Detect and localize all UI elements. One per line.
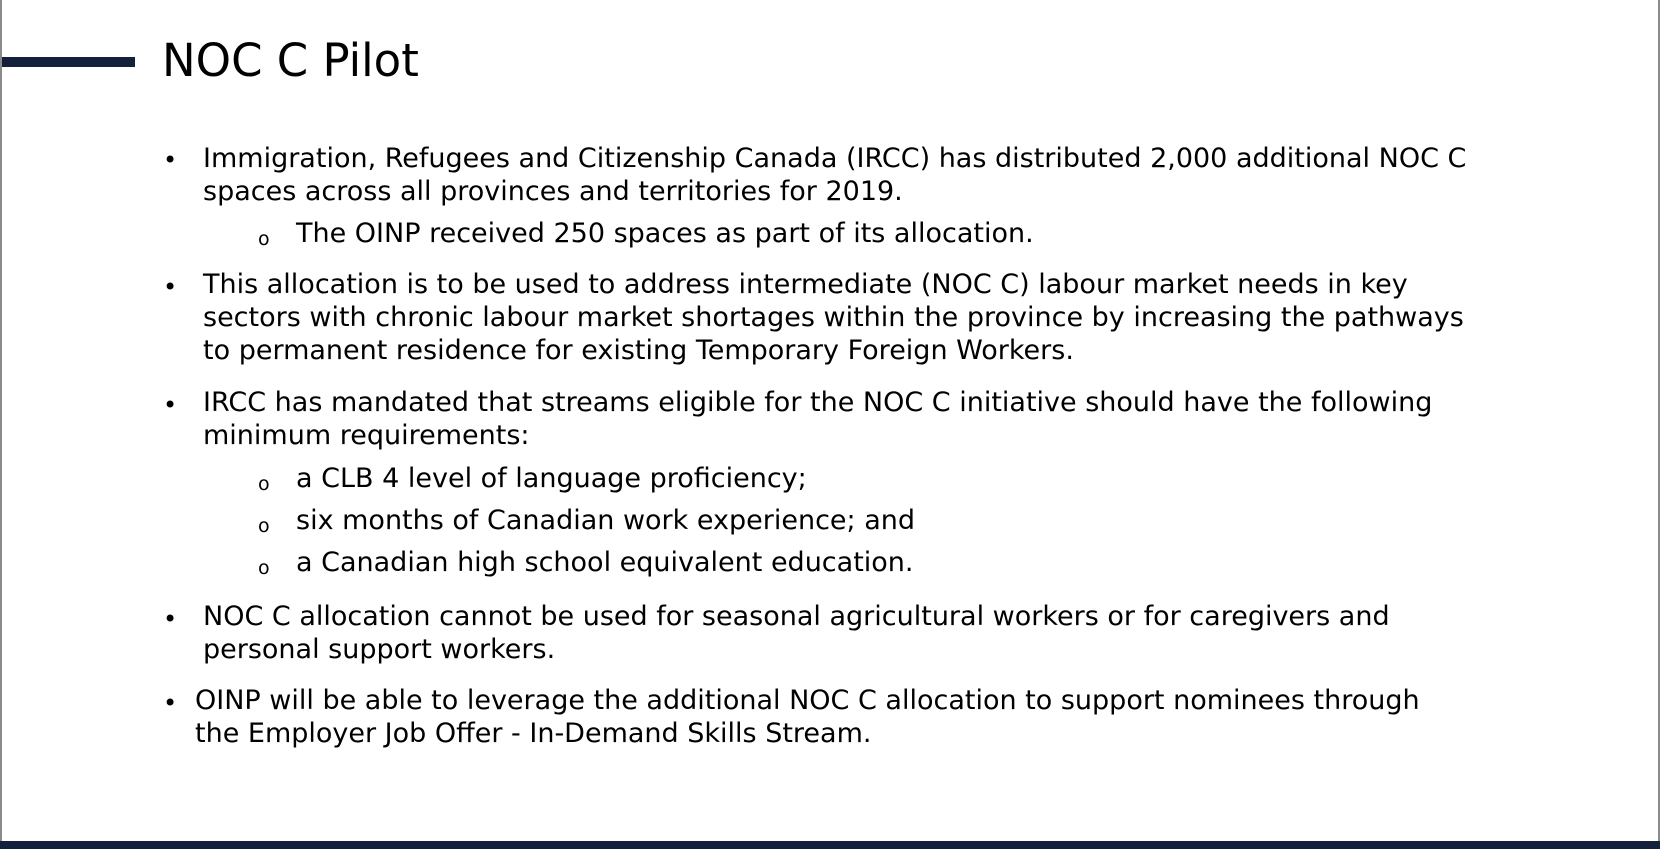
sub-bullet-text: a CLB 4 level of language proficiency; xyxy=(296,463,807,494)
bullet-text-line: personal support workers. xyxy=(203,634,556,665)
sub-bullet-text: a Canadian high school equivalent education. xyxy=(296,547,914,578)
bullet-marker: • xyxy=(163,273,178,301)
bullet-marker: • xyxy=(163,391,178,419)
sub-bullet-text: six months of Canadian work experience; and xyxy=(296,505,915,536)
bullet-text-line: This allocation is to be used to address intermediate (NOC C) labour market needs in key xyxy=(203,269,1408,300)
sub-bullet-marker: o xyxy=(258,473,270,495)
bullet-text-line: minimum requirements: xyxy=(203,420,530,451)
bullet-text-line: OINP will be able to leverage the additional NOC C allocation to support nominees through xyxy=(195,685,1420,716)
bullet-marker: • xyxy=(163,146,178,174)
bullet-marker: • xyxy=(163,689,178,717)
sub-bullet-marker: o xyxy=(258,557,270,579)
sub-bullet-text: The OINP received 250 spaces as part of its allocation. xyxy=(296,218,1034,249)
footer-bar xyxy=(0,841,1660,849)
bullet-text-line: to permanent residence for existing Temporary Foreign Workers. xyxy=(203,335,1074,366)
bullet-text-line: Immigration, Refugees and Citizenship Canada (IRCC) has distributed 2,000 additional NOC C xyxy=(203,143,1467,174)
bullet-text-line: NOC C allocation cannot be used for seasonal agricultural workers or for caregivers and xyxy=(203,601,1390,632)
bullet-text-line: IRCC has mandated that streams eligible for the NOC C initiative should have the following xyxy=(203,387,1433,418)
bullet-text-line: sectors with chronic labour market shortages within the province by increasing the pathways xyxy=(203,302,1464,333)
bullet-text-line: spaces across all provinces and territories for 2019. xyxy=(203,176,903,207)
sub-bullet-marker: o xyxy=(258,228,270,250)
bullet-marker: • xyxy=(163,605,178,633)
sub-bullet-marker: o xyxy=(258,515,270,537)
title-accent-bar xyxy=(2,57,135,67)
slide-title: NOC C Pilot xyxy=(162,34,419,87)
bullet-text-line: the Employer Job Offer - In-Demand Skills Stream. xyxy=(195,718,872,749)
slide-left-border xyxy=(0,0,2,849)
